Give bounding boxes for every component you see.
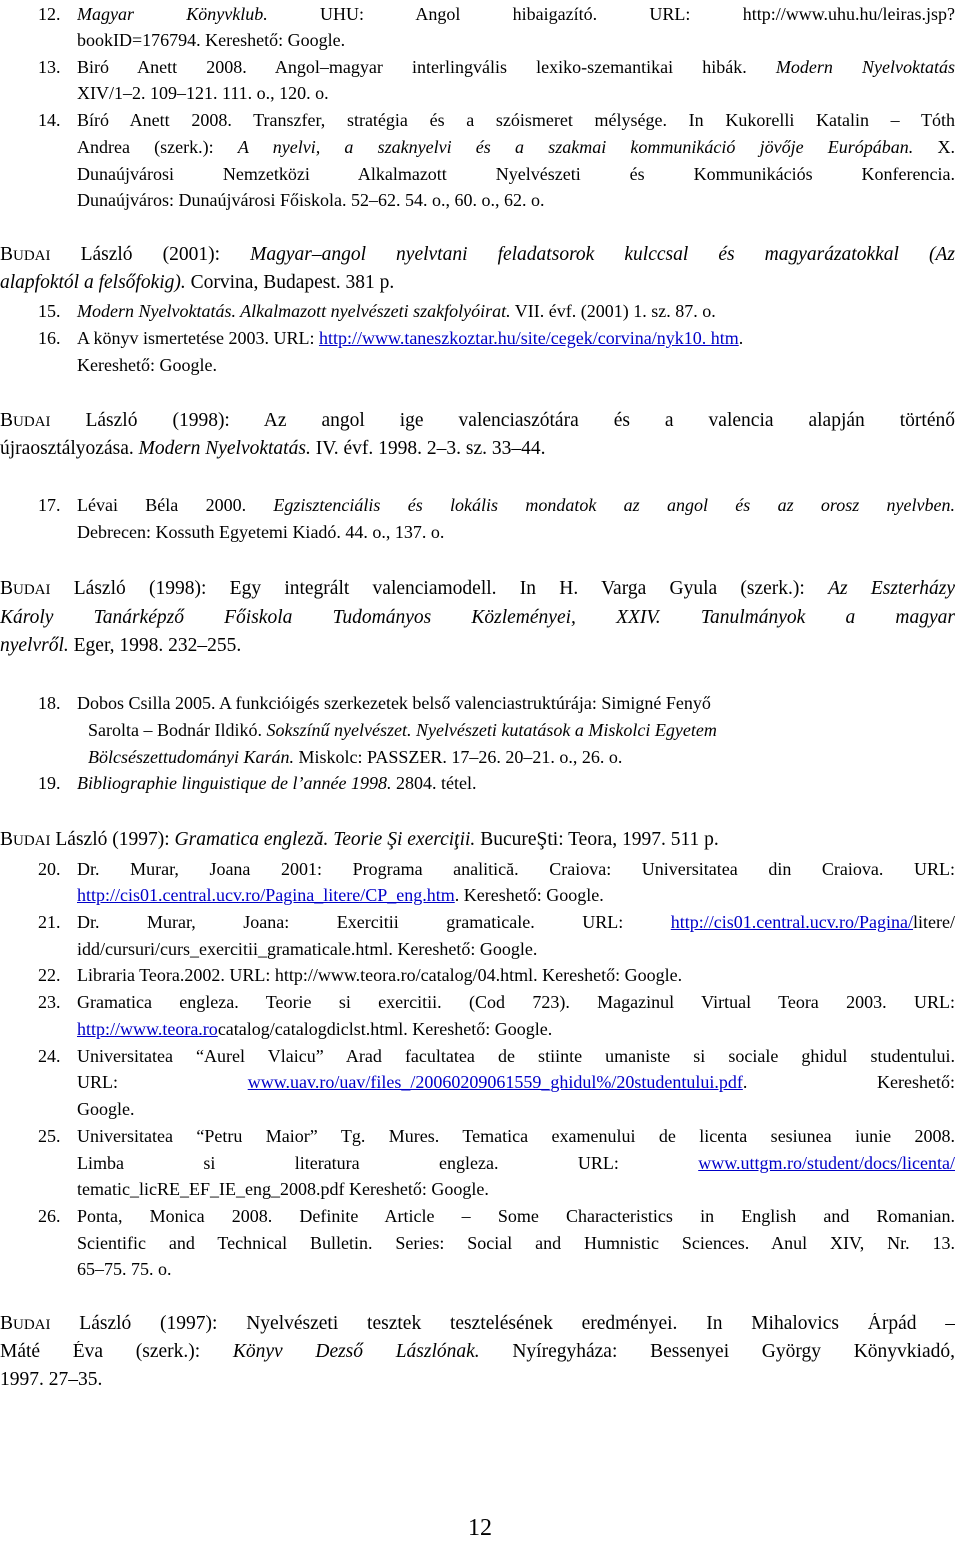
- italic-text: Károly Tanárképző Főiskola Tudományos Közleményei, XXIV. Tanulmányok a magyar: [0, 607, 955, 628]
- text-run: László (2001):: [50, 244, 251, 265]
- line-text: [77, 189, 544, 211]
- text-run: Sarolta – Bodnár Ildikó.: [88, 720, 267, 740]
- reference-number: 22.: [38, 965, 61, 985]
- text-run: B: [0, 410, 14, 431]
- line-text: [77, 1125, 955, 1149]
- line-text: [77, 1045, 955, 1069]
- italic-text: Egzisztenciális és lokális mondatok az angol és az orosz nyelvben.: [273, 495, 955, 515]
- italic-text: Modern Nyelvoktatás: [775, 57, 955, 77]
- line-text: [0, 272, 394, 294]
- italic-text: . Teorie: [323, 829, 388, 850]
- text-run: Kereshető: Google.: [77, 355, 217, 375]
- text-run: B: [0, 578, 14, 599]
- line-text: [0, 1369, 102, 1391]
- text-run: idd/cursuri/curs_exercitii_gramaticale.html. Kereshető: Google.: [77, 939, 538, 959]
- line-text: [77, 1205, 955, 1229]
- italic-text: Magyar Könyvklub.: [77, 4, 268, 24]
- line-text: [0, 438, 546, 460]
- text-run: tematic_licRE_EF_IE_eng_2008.pdf Kereshető: Google.: [77, 1179, 489, 1199]
- reference-number: 12.: [38, 4, 61, 24]
- line-text: [77, 1178, 489, 1200]
- italic-text: ă: [313, 829, 324, 850]
- text-run: XIV/1–2. 109–121. 111. o., 120. o.: [77, 83, 329, 103]
- line-text: [77, 692, 711, 714]
- text-run: Andrea (szerk.):: [77, 137, 238, 157]
- italic-text: ţ: [454, 829, 460, 850]
- reference-number: 24.: [38, 1046, 61, 1066]
- text-run: Bucure: [475, 829, 537, 850]
- line-text: [77, 991, 955, 1015]
- italic-text: ii.: [459, 829, 476, 850]
- text-run: Lévai Béla 2000.: [77, 495, 274, 515]
- text-run: Libraria Teora.2002. URL: http://www.teora.ro/catalog/04.html. Kereshető: Google.: [77, 965, 683, 985]
- text-run: László (1997): Nyelvészeti tesztek tesztelésének eredményei. In Mihalovics Árpád –: [50, 1313, 955, 1334]
- reference-number: 21.: [38, 912, 61, 932]
- text-run: ti: Teora, 1997. 511 p.: [547, 829, 719, 850]
- reference-number: 26.: [38, 1206, 61, 1226]
- line-text: [0, 578, 955, 602]
- line-text: [77, 521, 444, 543]
- line-text: [0, 1313, 955, 1337]
- italic-text: Bölcsészettudományi Karán.: [88, 747, 294, 767]
- italic-text: Ş: [387, 829, 397, 850]
- line-text: [0, 607, 955, 631]
- text-run: B: [0, 244, 14, 265]
- text-run: Debrecen: Kossuth Egyetemi Kiadó. 44. o., 137. o.: [77, 522, 445, 542]
- italic-text: Modern Nyelvoktatás. Alkalmazott nyelvészeti szakfolyóirat.: [77, 301, 511, 321]
- text-run: Universitatea “Aurel Vlaicu” Arad facultatea de stiinte umaniste si sociale ghidul studentului.: [77, 1046, 955, 1066]
- text-run: .: [738, 328, 744, 348]
- text-run: Ş: [536, 829, 548, 850]
- text-run: Gramatica engleza. Teorie si exercitii. (Cod 723). Magazinul Virtual Teora 2003. URL:: [77, 992, 955, 1012]
- text-run: . Kereshető:: [742, 1072, 955, 1092]
- line-text: [0, 1341, 955, 1365]
- text-run: Limba si literatura engleza. URL:: [77, 1153, 699, 1173]
- text-run: X.: [913, 137, 955, 157]
- text-run: A könyv ismertetése 2003. URL:: [77, 328, 319, 348]
- line-text: [77, 136, 955, 160]
- text-run: Dunaújváros: Dunaújvárosi Főiskola. 52–62. 54. o., 60. o., 62. o.: [77, 190, 545, 210]
- text-run: Google.: [77, 1099, 135, 1119]
- italic-text: Gramatica englez: [174, 829, 314, 850]
- text-run: UHU: Angol hibaigazító. URL: http://www.uhu.hu/leiras.jsp?: [267, 4, 955, 24]
- line-text: [77, 964, 682, 986]
- text-run: bookID=176794. Kereshető: Google.: [77, 30, 346, 50]
- text-run: 1997. 27–35.: [0, 1369, 103, 1390]
- text-run: Dr. Murar, Joana 2001: Programa analitică. Craiova: Universitatea din Craiova. URL:: [77, 859, 955, 879]
- text-run: Bíró Anett 2008. Transzfer, stratégia és a szóismeret mélysége. In Kukorelli Katalin – Tóth: [77, 110, 955, 130]
- text-run: VII. évf. (2001) 1. sz. 87. o.: [510, 301, 716, 321]
- url-link[interactable]: http://cis01.central.ucv.ro/Pagina_litere/CP_eng.htm: [77, 885, 455, 905]
- small-caps-text: UDAI: [13, 414, 51, 430]
- text-run: 65–75. 75. o.: [77, 1259, 172, 1279]
- text-run: Eger, 1998. 232–255.: [68, 635, 242, 656]
- reference-number: 14.: [38, 110, 61, 130]
- line-text: [0, 829, 719, 852]
- text-run: B: [0, 1313, 14, 1334]
- italic-text: Sokszínű nyelvészet. Nyelvészeti kutatások a Miskolci Egyetem: [266, 720, 717, 740]
- text-run: litere/: [913, 912, 955, 932]
- italic-text: i exerci: [396, 829, 455, 850]
- line-text: [77, 327, 743, 349]
- text-run: catalog/catalogdiclst.html. Kereshető: Google.: [217, 1019, 553, 1039]
- text-run: Dobos Csilla 2005. A funkcióigés szerkezetek belső valenciastruktúrája: Simigné Fenyő: [77, 693, 711, 713]
- italic-text: Bibliographie linguistique de l’année 1998.: [77, 773, 392, 793]
- reference-number: 16.: [38, 328, 61, 348]
- line-text: [77, 1018, 552, 1040]
- text-run: Universitatea “Petru Maior” Tg. Mures. Tematica examenului de licenta sesiunea iunie 2008.: [77, 1126, 955, 1146]
- line-text: [77, 884, 604, 906]
- italic-text: Könyv Dezső Lászlónak.: [232, 1341, 480, 1362]
- url-link[interactable]: www.uav.ro/uav/files_/20060209061559_ghidul%/20studentului.pdf: [247, 1072, 743, 1092]
- line-text: [77, 911, 955, 935]
- url-link[interactable]: http://www.teora.ro: [77, 1019, 218, 1039]
- text-run: Máté Éva (szerk.):: [0, 1341, 233, 1362]
- line-text: [77, 938, 537, 960]
- text-run: Miskolc: PASSZER. 17–26. 20–21. o., 26. o.: [293, 747, 623, 767]
- text-run: Scientific and Technical Bulletin. Series: Social and Humnistic Sciences. Anul XIV, Nr. 13.: [77, 1233, 955, 1253]
- line-text: [77, 29, 345, 51]
- line-text: [0, 244, 955, 268]
- text-run: URL:: [77, 1072, 248, 1092]
- small-caps-text: UDAI: [13, 1317, 51, 1333]
- text-run: . Kereshető: Google.: [454, 885, 604, 905]
- reference-number: 23.: [38, 992, 61, 1012]
- italic-text: Modern Nyelvoktatás.: [138, 438, 311, 459]
- line-text: [77, 163, 955, 187]
- line-text: [77, 1098, 135, 1120]
- line-text: [88, 719, 717, 741]
- reference-number: 13.: [38, 57, 61, 77]
- line-text: [77, 56, 955, 80]
- line-text: [77, 494, 955, 518]
- line-text: [77, 772, 476, 794]
- text-run: László (1997):: [50, 829, 175, 850]
- italic-text: nyelvről.: [0, 635, 69, 656]
- small-caps-text: UDAI: [13, 833, 51, 849]
- small-caps-text: UDAI: [13, 248, 51, 264]
- reference-number: 20.: [38, 859, 61, 879]
- line-text: [77, 300, 716, 322]
- text-run: IV. évf. 1998. 2–3. sz. 33–44.: [310, 438, 546, 459]
- text-run: újraosztályozása.: [0, 438, 139, 459]
- text-run: Dr. Murar, Joana: Exercitii gramaticale. URL:: [77, 912, 671, 932]
- line-text: [0, 635, 241, 657]
- line-text: [77, 354, 217, 376]
- text-run: Ponta, Monica 2008. Definite Article – Some Characteristics in English and Romanian.: [77, 1206, 955, 1226]
- line-text: [77, 82, 329, 104]
- text-run: B: [0, 829, 14, 850]
- line-text: [77, 1232, 955, 1256]
- url-link[interactable]: http://www.taneszkoztar.hu/site/cegek/corvina/nyk10. htm: [318, 328, 739, 348]
- line-text: [77, 1152, 955, 1176]
- line-text: [77, 858, 955, 882]
- line-text: [77, 109, 955, 133]
- reference-number: 17.: [38, 495, 61, 515]
- italic-text: Az Eszterházy: [828, 578, 955, 599]
- text-run: Corvina, Budapest. 381 p.: [185, 272, 395, 293]
- text-run: László (1998): Az angol ige valenciaszótára és a valencia alapján történő: [50, 410, 955, 431]
- text-run: Dunaújvárosi Nemzetközi Alkalmazott Nyelvészeti és Kommunikációs Konferencia.: [77, 164, 955, 184]
- text-run: Biró Anett 2008. Angol–magyar interlingvális lexiko-szemantikai hibák.: [77, 57, 776, 77]
- reference-number: 19.: [38, 773, 61, 793]
- page-number: 12: [468, 1515, 492, 1541]
- line-text: [77, 3, 955, 27]
- italic-text: A nyelvi, a szaknyelvi és a szakmai kommunikáció jövője Európában.: [237, 137, 914, 157]
- text-run: 2804. tétel.: [391, 773, 477, 793]
- text-run: Nyíregyháza: Bessenyei György Könyvkiadó,: [479, 1341, 955, 1362]
- text-run: László (1998): Egy integrált valenciamodell. In H. Varga Gyula (szerk.):: [50, 578, 829, 599]
- line-text: [88, 746, 622, 768]
- reference-number: 18.: [38, 693, 61, 713]
- line-text: [77, 1071, 955, 1095]
- url-link[interactable]: www.uttgm.ro/student/docs/licenta/: [698, 1153, 955, 1173]
- small-caps-text: UDAI: [13, 582, 51, 598]
- line-text: [77, 1258, 172, 1280]
- line-text: [0, 410, 955, 434]
- italic-text: alapfoktól a felsőfokig).: [0, 272, 186, 293]
- reference-number: 25.: [38, 1126, 61, 1146]
- italic-text: Magyar–angol nyelvtani feladatsorok kulccsal és magyarázatokkal (Az: [250, 244, 955, 265]
- reference-number: 15.: [38, 301, 61, 321]
- url-link[interactable]: http://cis01.central.ucv.ro/Pagina/: [670, 912, 914, 932]
